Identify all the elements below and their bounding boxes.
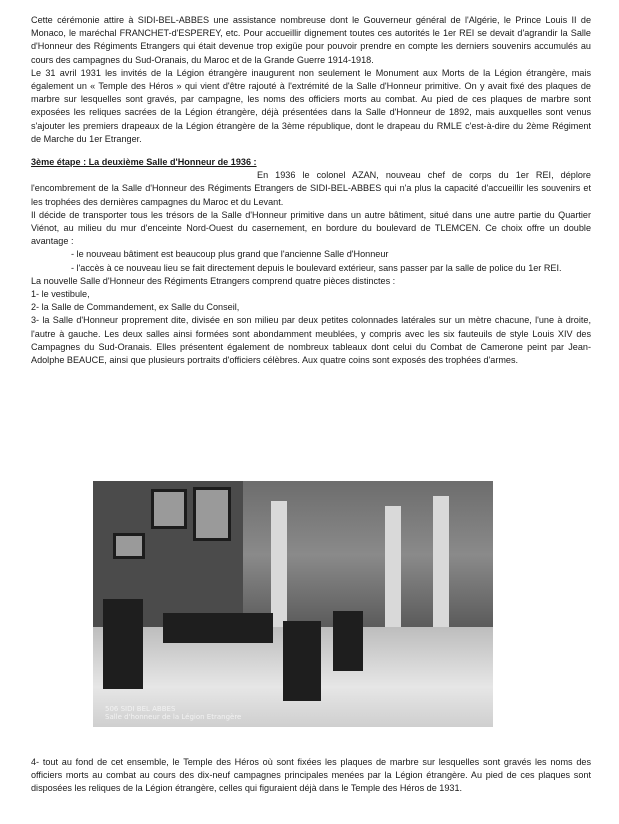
paragraph-rooms-intro: La nouvelle Salle d'Honneur des Régiments Etrangers comprend quatre pièces distinctes : <box>31 275 396 286</box>
photo-column <box>385 506 401 646</box>
room-item-4: 4- tout au fond de cet ensemble, le Temple des Héros où sont fixées les plaques de marbre sur lesquelles sont gravés les noms des officiers morts au combat au cours des dix-neuf campagnes principales menées par la Légion étrangère. Au pied de ces plaques sont disposées les reliques de la Légion étrangère, celles qui figuraient déjà dans le Temple des Héros de 1931. <box>31 757 591 794</box>
paragraph-transfer: Il décide de transporter tous les trésors de la Salle d'Honneur primitive dans un autre bâtiment, situé dans une autre partie du Quartier Viénot, au milieu du mur d'enceinte Nord-Ouest du casernement, en bordure du boulevard de TLEMCEN. Ce choix offre un double avantage : <box>31 209 591 247</box>
room-item-2: 2- la Salle de Commandement, ex Salle du Conseil, <box>31 302 240 313</box>
photo-frame-small <box>113 533 145 559</box>
photo-frame <box>151 489 187 529</box>
photo-caption-line-1: 506 SIDI BEL ABBES <box>105 705 176 713</box>
photo-portrait <box>193 487 231 541</box>
historic-photo <box>93 481 493 727</box>
photo-caption <box>105 705 241 721</box>
photo-chair <box>283 621 321 701</box>
photo-chair <box>333 611 363 671</box>
room-item-1: 1- le vestibule, <box>31 289 90 300</box>
document-body <box>31 14 591 367</box>
paragraph-inauguration: Le 31 avril 1931 les invités de la Légion étrangère inaugurent non seulement le Monument aux Morts de la Légion étrangère, mais également un « Temple des Héros » qui vient d'être rajouté à l'extrémité de la Salle d'Honneur primitive. On y avait fixé des plaques de marbre sur lesquelles sont gravés, par campagne, les noms des officiers morts au combat. Au pied de ces plaques de marbre sont exposées les reliques sacrées de la Légion étrangère, déjà présentées dans la Salle d'Honneur de 1892, mais auxquelles sont venus s'ajouter les premiers drapeaux de la Légion étrangère de la 3ème république, dont le drapeau du RMLE c'est-à-dire du 2ème Régiment de Marche du 1er Etranger. <box>31 67 591 144</box>
advantage-item-1: - le nouveau bâtiment est beaucoup plus grand que l'ancienne Salle d'Honneur <box>71 249 389 260</box>
photo-chair <box>103 599 143 689</box>
section-heading: 3ème étape : La deuxième Salle d'Honneur de 1936 : <box>31 157 257 168</box>
room-item-3: 3- la Salle d'Honneur proprement dite, divisée en son milieu par deux petites colonnades latérales sur un mètre chacune, l'une à droite, l'autre à gauche. Les deux salles ainsi formées sont abondamment meublées, y compris avec les six fauteuils de style Louis XIV des Campagnes du Sud-Oranais. Elles présentent également de nombreux tableaux dont celui du Combat de Camerone peint par Jean-Adolphe BEAUCE, ainsi que plusieurs portraits d'officiers célèbres. Aux quatre coins sont exposés des trophées d'armes. <box>31 315 591 366</box>
paragraph-ceremony: Cette cérémonie attire à SIDI-BEL-ABBES une assistance nombreuse dont le Gouverneur général de l'Algérie, le Prince Louis II de Monaco, le maréchal FRANCHET-d'ESPEREY, etc. Pour accueillir dignement toutes ces autorités le 1er REI se devait d'agrandir la Salle d'Honneur des Régiments Etrangers qui était devenue trop exigüe pour pouvoir prendre en compte les derniers souvenirs accumulés au cours des campagnes du Sud-Oranais, du Maroc et de la Grande Guerre 1914-1918. <box>31 15 591 65</box>
paragraph-azan: En 1936 le colonel AZAN, nouveau chef de corps du 1er REI, déplore l'encombrement de la Salle d'Honneur des Régiments Etrangers de SIDI-BEL-ABBES qui n'a plus la capacité d'accueillir les souvenirs et les trophées des dernières campagnes du Maroc et du Levant. <box>31 170 591 207</box>
document-footer-text <box>31 756 591 796</box>
photo-table <box>163 613 273 643</box>
advantage-item-2: - l'accès à ce nouveau lieu se fait directement depuis le boulevard extérieur, sans passer par la salle de police du 1er REI. <box>71 262 562 273</box>
photo-caption-line-2: Salle d'honneur de la Légion Etrangère <box>105 713 242 721</box>
